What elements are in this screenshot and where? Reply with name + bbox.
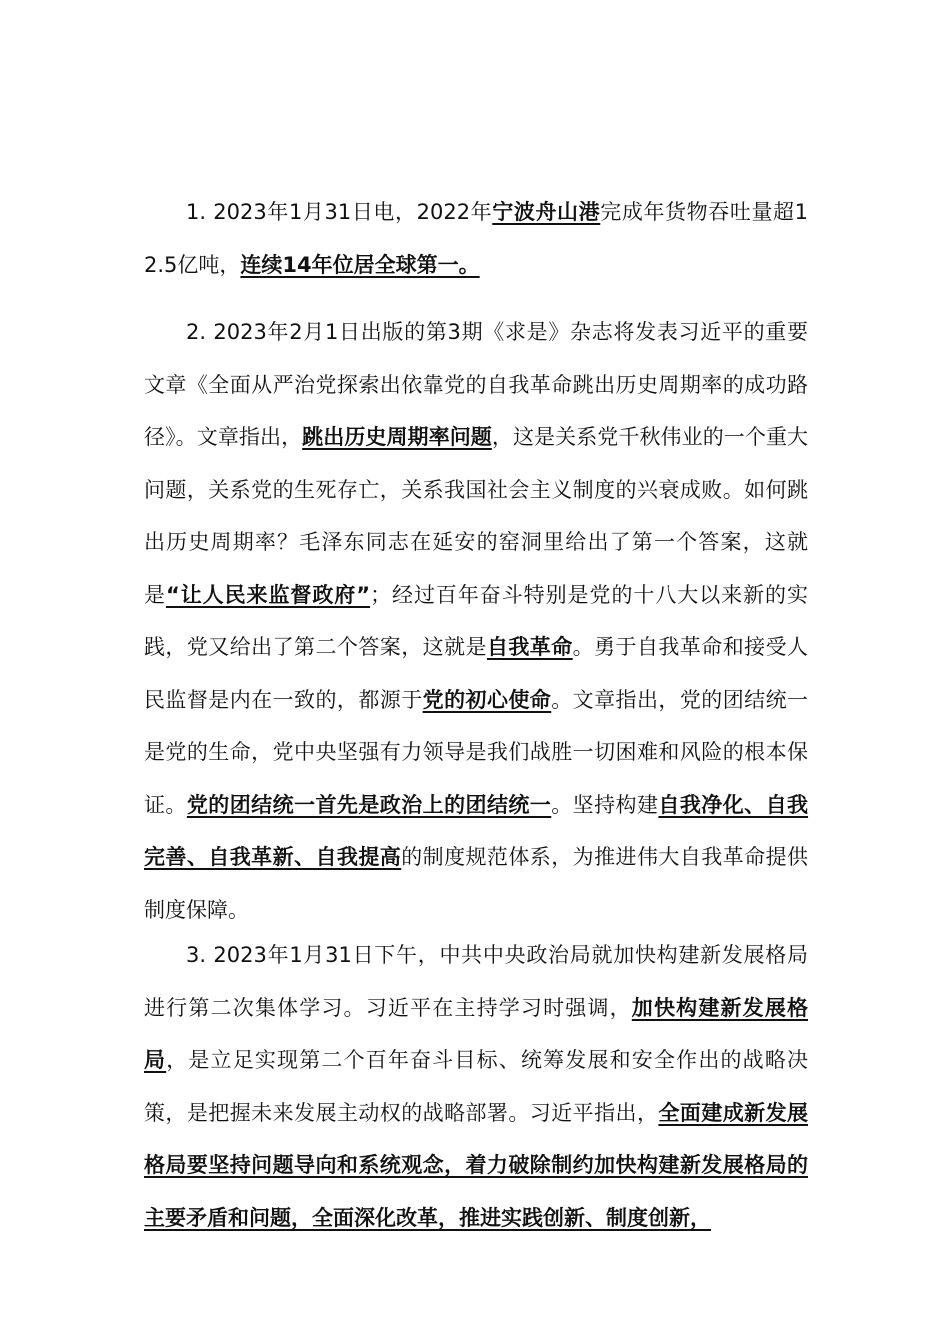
emphasized-text: 党的初心使命 <box>422 687 552 712</box>
body-text: 2. 2023年2月1日出版的第3期《求是》杂志将发表习近平的重要文章《全面从严治党探索出依靠党的自我革命跳出历史周期率的成功路径》。文章指出， <box>144 320 808 449</box>
emphasized-text: 加快构建新发展格局 <box>144 995 809 1072</box>
body-text: 的制度规范体系，为推进伟大自我革命提供制度保障。 <box>144 845 809 922</box>
emphasized-text: 党的团结统一首先是政治上的团结统一 <box>186 792 552 817</box>
emphasized-text: “让人民来监督政府” <box>165 582 371 607</box>
emphasized-text: 跳出历史周期率问题 <box>302 425 492 449</box>
body-text: ；经过百年奋斗特别是党的十八大以来新的实践，党又给出了第二个答案，这就是 <box>144 582 809 659</box>
paragraph-3 <box>144 929 808 1244</box>
body-text: 。勇于自我革命和接受人民监督是内在一致的，都源于 <box>144 635 809 712</box>
body-text: ，是立足实现第二个百年奋斗目标、统筹发展和安全作出的战略决策，是把握未来发展主动权的战略部署。习近平指出， <box>144 1048 809 1125</box>
body-text: ，这是关系党千秋伟业的一个重大问题，关系党的生死存亡，关系我国社会主义制度的兴衰成败。如何跳出历史周期率？毛泽东同志在延安的窑洞里给出了第一个答案，这就是 <box>144 425 809 607</box>
body-text: 。坚持构建 <box>551 792 659 817</box>
body-text: 3. 2023年1月31日下午，中共中央政治局就加快构建新发展格局进行第二次集体学习。习近平在主持学习时强调， <box>144 943 808 1020</box>
paragraph-1 <box>144 186 808 291</box>
emphasized-text: 自我革命 <box>486 635 573 659</box>
emphasized-text: 宁波舟山港 <box>492 200 601 224</box>
body-text: 完成年货物吞吐量超12.5亿吨， <box>144 200 809 277</box>
body-text: 1. 2023年1月31日电，2022年 <box>186 200 493 224</box>
emphasized-text: 连续14年位居全球第一。 <box>240 252 480 277</box>
emphasized-text: 自我净化、自我完善、自我革新、自我提高 <box>144 792 809 869</box>
paragraph-2 <box>144 306 808 936</box>
emphasized-text: 全面建成新发展格局要坚持问题导向和系统观念，着力破除制约加快构建新发展格局的主要矛盾和问题，全面深化改革，推进实践创新、制度创新， <box>144 1100 809 1230</box>
body-text: 。文章指出，党的团结统一是党的生命，党中央坚强有力领导是我们战胜一切困难和风险的根本保证。 <box>144 687 809 817</box>
